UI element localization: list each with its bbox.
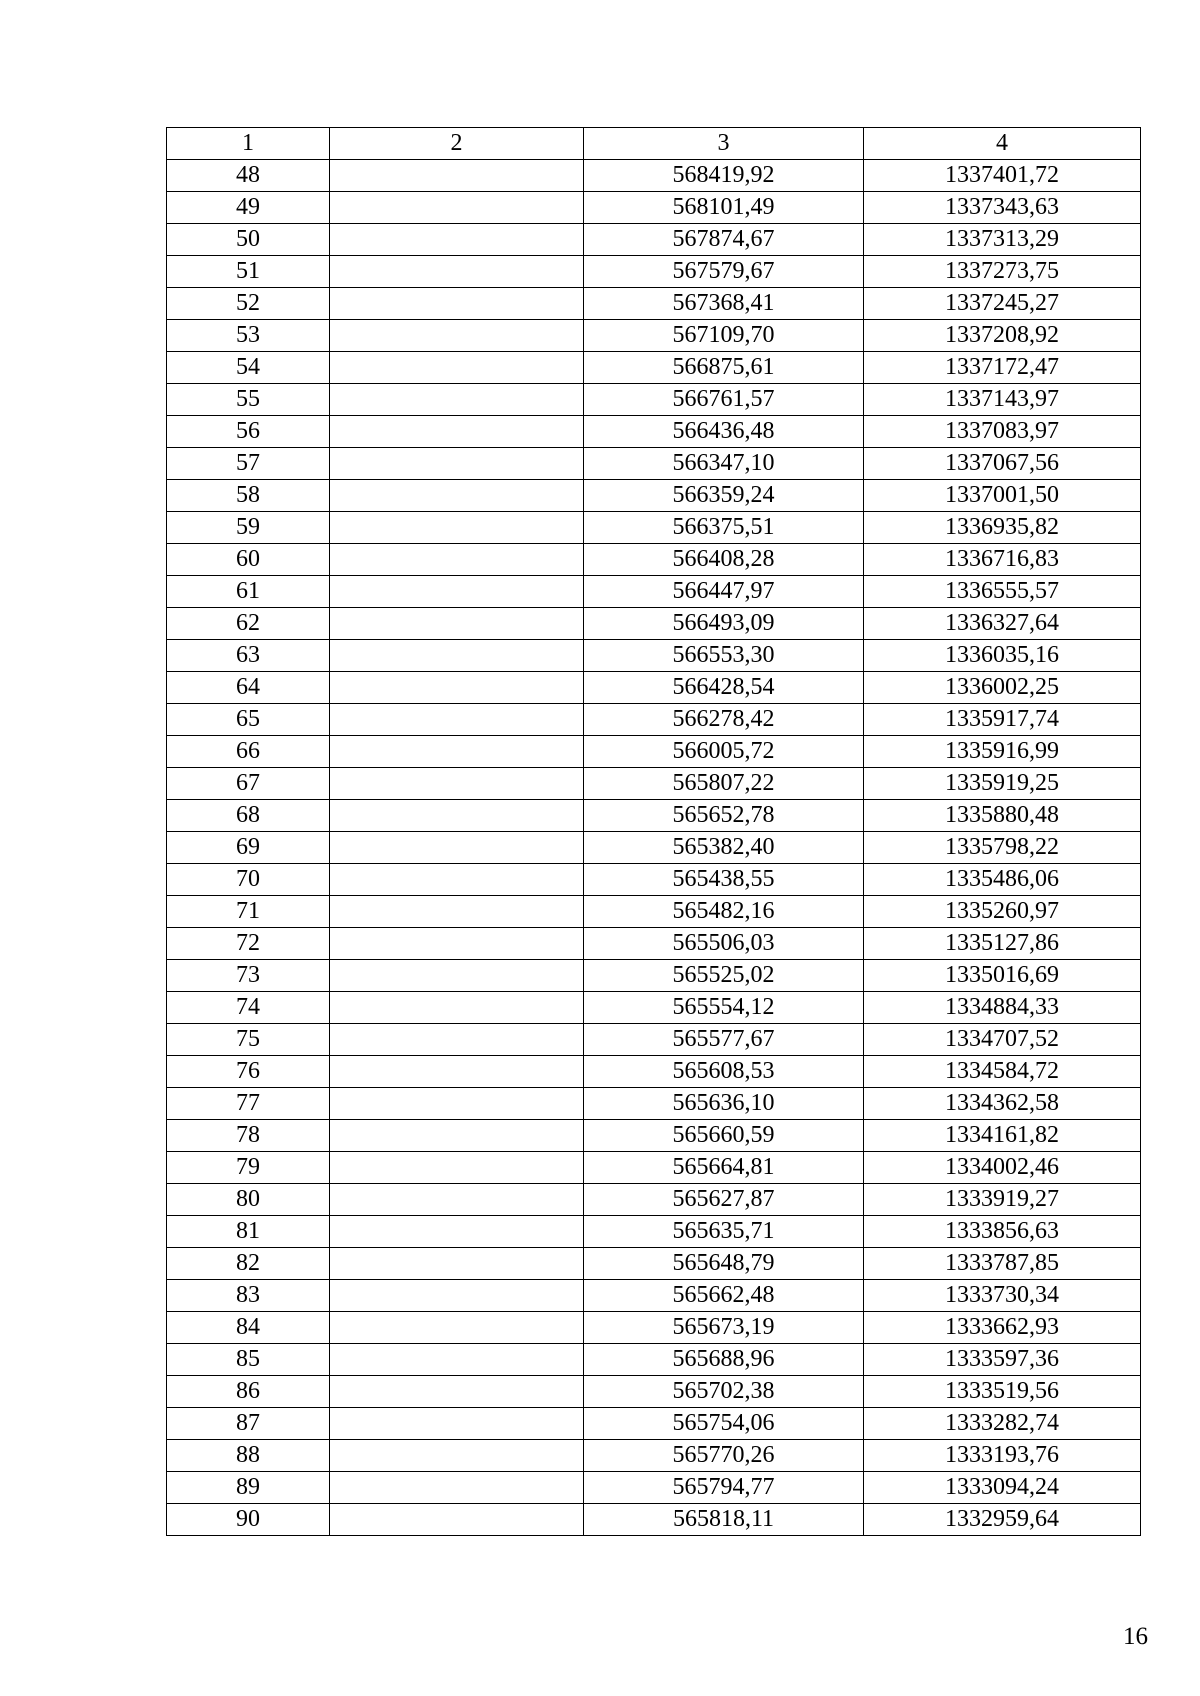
x-coordinate-cell: 565577,67 [584, 1024, 864, 1056]
point-number-cell: 54 [167, 352, 330, 384]
point-number-cell: 67 [167, 768, 330, 800]
y-coordinate-cell: 1335260,97 [864, 896, 1141, 928]
table-row [167, 384, 1141, 416]
description-cell [330, 768, 584, 800]
point-number-cell: 68 [167, 800, 330, 832]
table-row [167, 1312, 1141, 1344]
description-cell [330, 320, 584, 352]
point-number-cell: 53 [167, 320, 330, 352]
table-row [167, 1024, 1141, 1056]
table-row [167, 864, 1141, 896]
point-number-cell: 76 [167, 1056, 330, 1088]
description-cell [330, 864, 584, 896]
point-number-cell: 84 [167, 1312, 330, 1344]
table-row [167, 1088, 1141, 1120]
point-number-cell: 56 [167, 416, 330, 448]
description-cell [330, 224, 584, 256]
y-coordinate-cell: 1333519,56 [864, 1376, 1141, 1408]
table-row [167, 576, 1141, 608]
table-row [167, 672, 1141, 704]
table-row [167, 1408, 1141, 1440]
y-coordinate-cell: 1337273,75 [864, 256, 1141, 288]
description-cell [330, 576, 584, 608]
point-number-cell: 88 [167, 1440, 330, 1472]
description-cell [330, 832, 584, 864]
x-coordinate-cell: 565794,77 [584, 1472, 864, 1504]
y-coordinate-cell: 1333597,36 [864, 1344, 1141, 1376]
description-cell [330, 544, 584, 576]
point-number-cell: 70 [167, 864, 330, 896]
point-number-cell: 55 [167, 384, 330, 416]
y-coordinate-cell: 1335917,74 [864, 704, 1141, 736]
table-row [167, 288, 1141, 320]
description-cell [330, 800, 584, 832]
y-coordinate-cell: 1333094,24 [864, 1472, 1141, 1504]
description-cell [330, 1440, 584, 1472]
x-coordinate-cell: 565627,87 [584, 1184, 864, 1216]
description-cell [330, 1504, 584, 1536]
x-coordinate-cell: 566347,10 [584, 448, 864, 480]
description-cell [330, 736, 584, 768]
y-coordinate-cell: 1334884,33 [864, 992, 1141, 1024]
point-number-cell: 59 [167, 512, 330, 544]
description-cell [330, 384, 584, 416]
x-coordinate-cell: 566278,42 [584, 704, 864, 736]
description-cell [330, 928, 584, 960]
x-coordinate-cell: 565506,03 [584, 928, 864, 960]
table-row [167, 800, 1141, 832]
x-coordinate-cell: 565660,59 [584, 1120, 864, 1152]
x-coordinate-cell: 565702,38 [584, 1376, 864, 1408]
table-row [167, 416, 1141, 448]
y-coordinate-cell: 1335016,69 [864, 960, 1141, 992]
x-coordinate-cell: 567109,70 [584, 320, 864, 352]
description-cell [330, 1088, 584, 1120]
x-coordinate-cell: 565770,26 [584, 1440, 864, 1472]
x-coordinate-cell: 565818,11 [584, 1504, 864, 1536]
x-coordinate-cell: 566447,97 [584, 576, 864, 608]
y-coordinate-cell: 1333919,27 [864, 1184, 1141, 1216]
y-coordinate-cell: 1335916,99 [864, 736, 1141, 768]
y-coordinate-cell: 1335486,06 [864, 864, 1141, 896]
table-row [167, 928, 1141, 960]
y-coordinate-cell: 1334362,58 [864, 1088, 1141, 1120]
point-number-cell: 86 [167, 1376, 330, 1408]
point-number-cell: 81 [167, 1216, 330, 1248]
description-cell [330, 1408, 584, 1440]
x-coordinate-cell: 565635,71 [584, 1216, 864, 1248]
y-coordinate-cell: 1333662,93 [864, 1312, 1141, 1344]
y-coordinate-cell: 1336716,83 [864, 544, 1141, 576]
description-cell [330, 1376, 584, 1408]
table-row [167, 1152, 1141, 1184]
table-row [167, 1344, 1141, 1376]
coordinates-table [166, 127, 1141, 1536]
column-header-2: 2 [330, 128, 584, 160]
table-row [167, 512, 1141, 544]
point-number-cell: 80 [167, 1184, 330, 1216]
y-coordinate-cell: 1337313,29 [864, 224, 1141, 256]
point-number-cell: 48 [167, 160, 330, 192]
description-cell [330, 704, 584, 736]
y-coordinate-cell: 1337401,72 [864, 160, 1141, 192]
point-number-cell: 74 [167, 992, 330, 1024]
table-row [167, 320, 1141, 352]
point-number-cell: 72 [167, 928, 330, 960]
x-coordinate-cell: 565382,40 [584, 832, 864, 864]
description-cell [330, 1152, 584, 1184]
y-coordinate-cell: 1336935,82 [864, 512, 1141, 544]
point-number-cell: 75 [167, 1024, 330, 1056]
table-row [167, 896, 1141, 928]
table-row [167, 1120, 1141, 1152]
y-coordinate-cell: 1337083,97 [864, 416, 1141, 448]
table-row [167, 352, 1141, 384]
description-cell [330, 1248, 584, 1280]
point-number-cell: 82 [167, 1248, 330, 1280]
y-coordinate-cell: 1335880,48 [864, 800, 1141, 832]
y-coordinate-cell: 1334707,52 [864, 1024, 1141, 1056]
x-coordinate-cell: 567368,41 [584, 288, 864, 320]
column-header-1: 1 [167, 128, 330, 160]
y-coordinate-cell: 1334002,46 [864, 1152, 1141, 1184]
table-body [167, 160, 1141, 1536]
y-coordinate-cell: 1332959,64 [864, 1504, 1141, 1536]
x-coordinate-cell: 566761,57 [584, 384, 864, 416]
point-number-cell: 65 [167, 704, 330, 736]
point-number-cell: 60 [167, 544, 330, 576]
x-coordinate-cell: 565438,55 [584, 864, 864, 896]
description-cell [330, 1344, 584, 1376]
table-row [167, 640, 1141, 672]
x-coordinate-cell: 566408,28 [584, 544, 864, 576]
page-number: 16 [1123, 1623, 1148, 1650]
table-row [167, 480, 1141, 512]
x-coordinate-cell: 565673,19 [584, 1312, 864, 1344]
x-coordinate-cell: 565688,96 [584, 1344, 864, 1376]
y-coordinate-cell: 1334584,72 [864, 1056, 1141, 1088]
y-coordinate-cell: 1333787,85 [864, 1248, 1141, 1280]
y-coordinate-cell: 1337343,63 [864, 192, 1141, 224]
table-row [167, 736, 1141, 768]
description-cell [330, 1056, 584, 1088]
table-row [167, 192, 1141, 224]
description-cell [330, 1472, 584, 1504]
table-row [167, 704, 1141, 736]
column-header-3: 3 [584, 128, 864, 160]
y-coordinate-cell: 1335919,25 [864, 768, 1141, 800]
x-coordinate-cell: 565754,06 [584, 1408, 864, 1440]
description-cell [330, 192, 584, 224]
table-row [167, 256, 1141, 288]
point-number-cell: 66 [167, 736, 330, 768]
point-number-cell: 69 [167, 832, 330, 864]
table-row [167, 1184, 1141, 1216]
description-cell [330, 448, 584, 480]
description-cell [330, 640, 584, 672]
description-cell [330, 256, 584, 288]
description-cell [330, 1024, 584, 1056]
x-coordinate-cell: 565652,78 [584, 800, 864, 832]
table-row [167, 1056, 1141, 1088]
point-number-cell: 57 [167, 448, 330, 480]
table-row [167, 768, 1141, 800]
description-cell [330, 992, 584, 1024]
x-coordinate-cell: 565664,81 [584, 1152, 864, 1184]
y-coordinate-cell: 1337208,92 [864, 320, 1141, 352]
point-number-cell: 51 [167, 256, 330, 288]
point-number-cell: 77 [167, 1088, 330, 1120]
table-row [167, 832, 1141, 864]
y-coordinate-cell: 1335127,86 [864, 928, 1141, 960]
description-cell [330, 288, 584, 320]
y-coordinate-cell: 1333856,63 [864, 1216, 1141, 1248]
description-cell [330, 160, 584, 192]
table-row [167, 160, 1141, 192]
description-cell [330, 1216, 584, 1248]
x-coordinate-cell: 568419,92 [584, 160, 864, 192]
y-coordinate-cell: 1333282,74 [864, 1408, 1141, 1440]
table-row [167, 448, 1141, 480]
point-number-cell: 61 [167, 576, 330, 608]
description-cell [330, 480, 584, 512]
point-number-cell: 78 [167, 1120, 330, 1152]
table-row [167, 1376, 1141, 1408]
y-coordinate-cell: 1336035,16 [864, 640, 1141, 672]
x-coordinate-cell: 566553,30 [584, 640, 864, 672]
x-coordinate-cell: 565482,16 [584, 896, 864, 928]
x-coordinate-cell: 565608,53 [584, 1056, 864, 1088]
x-coordinate-cell: 565662,48 [584, 1280, 864, 1312]
description-cell [330, 1280, 584, 1312]
x-coordinate-cell: 567579,67 [584, 256, 864, 288]
x-coordinate-cell: 565525,02 [584, 960, 864, 992]
x-coordinate-cell: 566875,61 [584, 352, 864, 384]
point-number-cell: 58 [167, 480, 330, 512]
y-coordinate-cell: 1337245,27 [864, 288, 1141, 320]
x-coordinate-cell: 566493,09 [584, 608, 864, 640]
table-row [167, 992, 1141, 1024]
point-number-cell: 87 [167, 1408, 330, 1440]
x-coordinate-cell: 567874,67 [584, 224, 864, 256]
y-coordinate-cell: 1335798,22 [864, 832, 1141, 864]
x-coordinate-cell: 568101,49 [584, 192, 864, 224]
x-coordinate-cell: 566375,51 [584, 512, 864, 544]
point-number-cell: 89 [167, 1472, 330, 1504]
table-row [167, 1504, 1141, 1536]
description-cell [330, 1120, 584, 1152]
x-coordinate-cell: 565636,10 [584, 1088, 864, 1120]
y-coordinate-cell: 1336555,57 [864, 576, 1141, 608]
y-coordinate-cell: 1337067,56 [864, 448, 1141, 480]
table-row [167, 1216, 1141, 1248]
point-number-cell: 73 [167, 960, 330, 992]
point-number-cell: 90 [167, 1504, 330, 1536]
point-number-cell: 49 [167, 192, 330, 224]
description-cell [330, 960, 584, 992]
point-number-cell: 62 [167, 608, 330, 640]
point-number-cell: 85 [167, 1344, 330, 1376]
x-coordinate-cell: 566359,24 [584, 480, 864, 512]
table-row [167, 960, 1141, 992]
y-coordinate-cell: 1333193,76 [864, 1440, 1141, 1472]
y-coordinate-cell: 1337143,97 [864, 384, 1141, 416]
description-cell [330, 512, 584, 544]
x-coordinate-cell: 565554,12 [584, 992, 864, 1024]
point-number-cell: 71 [167, 896, 330, 928]
y-coordinate-cell: 1337001,50 [864, 480, 1141, 512]
point-number-cell: 50 [167, 224, 330, 256]
table-row [167, 224, 1141, 256]
description-cell [330, 1184, 584, 1216]
point-number-cell: 83 [167, 1280, 330, 1312]
point-number-cell: 64 [167, 672, 330, 704]
y-coordinate-cell: 1336327,64 [864, 608, 1141, 640]
table-header-row [167, 128, 1141, 160]
description-cell [330, 672, 584, 704]
table-row [167, 544, 1141, 576]
point-number-cell: 63 [167, 640, 330, 672]
description-cell [330, 1312, 584, 1344]
x-coordinate-cell: 565648,79 [584, 1248, 864, 1280]
description-cell [330, 896, 584, 928]
table-row [167, 1472, 1141, 1504]
description-cell [330, 352, 584, 384]
x-coordinate-cell: 566005,72 [584, 736, 864, 768]
y-coordinate-cell: 1333730,34 [864, 1280, 1141, 1312]
y-coordinate-cell: 1334161,82 [864, 1120, 1141, 1152]
y-coordinate-cell: 1337172,47 [864, 352, 1141, 384]
table-row [167, 1248, 1141, 1280]
table-row [167, 1440, 1141, 1472]
point-number-cell: 52 [167, 288, 330, 320]
x-coordinate-cell: 566436,48 [584, 416, 864, 448]
point-number-cell: 79 [167, 1152, 330, 1184]
description-cell [330, 416, 584, 448]
description-cell [330, 608, 584, 640]
table-row [167, 608, 1141, 640]
column-header-4: 4 [864, 128, 1141, 160]
x-coordinate-cell: 566428,54 [584, 672, 864, 704]
y-coordinate-cell: 1336002,25 [864, 672, 1141, 704]
table-row [167, 1280, 1141, 1312]
x-coordinate-cell: 565807,22 [584, 768, 864, 800]
